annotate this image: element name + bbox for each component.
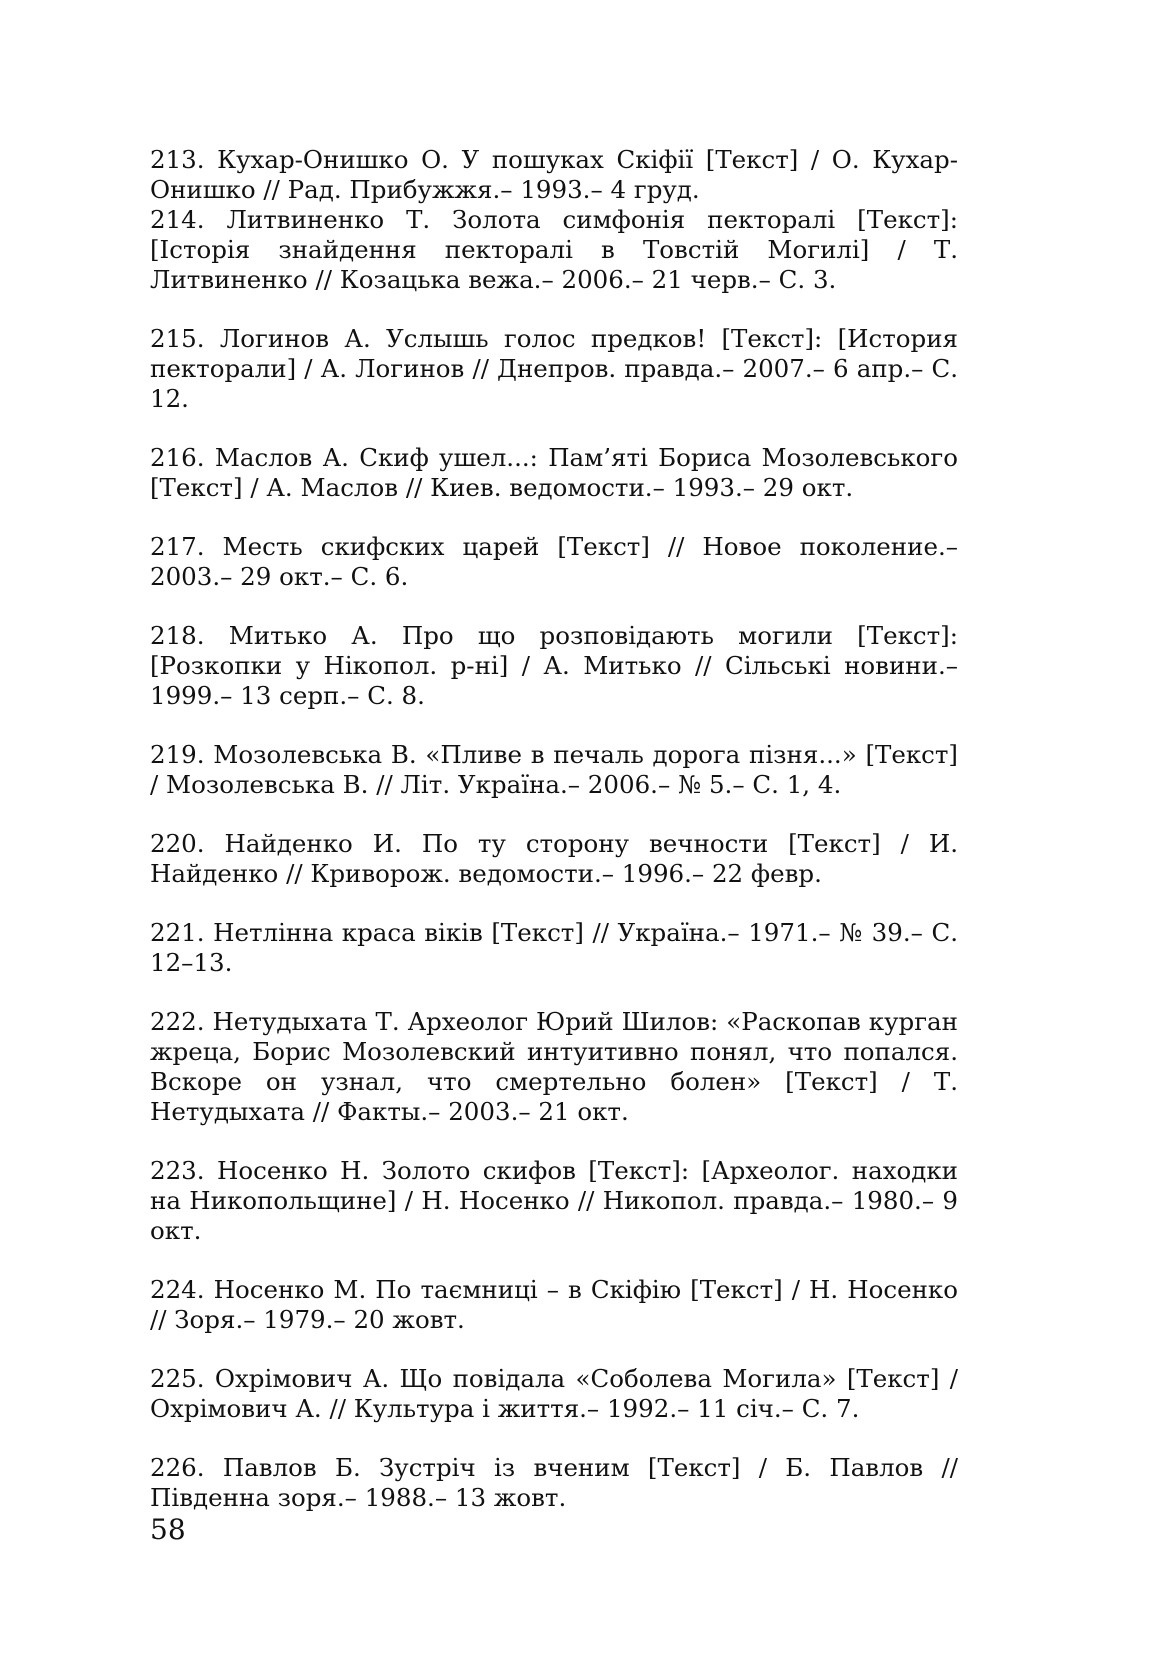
- bibliography-entry-226: 226. Павлов Б. Зустріч із вченим [Текст] / Б. Павлов // Південна зоря.– 1988.– 13 жовт.: [150, 1453, 958, 1512]
- bibliography-entry-220: 220. Найденко И. По ту сторону вечности [Текст] / И. Найденко // Криворож. ведомости.– 1996.– 22 февр.: [150, 829, 958, 888]
- bibliography-entry-217: 217. Месть скифских царей [Текст] // Новое поколение.– 2003.– 29 окт.– С. 6.: [150, 532, 958, 591]
- bibliography-entry-216: 216. Маслов А. Скиф ушел...: Пам’яті Бориса Мозолевського [Текст] / А. Маслов // Киев. ведомости.– 1993.– 29 окт.: [150, 443, 958, 502]
- bibliography-entry-218: 218. Митько А. Про що розповідають могили [Текст]: [Розкопки у Нікопол. р-ні] / А. Митько // Сільські новини.– 1999.– 13 серп.– С. 8.: [150, 621, 958, 710]
- page-number: 58: [150, 1513, 186, 1546]
- bibliography-entry-215: 215. Логинов А. Услышь голос предков! [Текст]: [История пекторали] / А. Логинов // Днепров. правда.– 2007.– 6 апр.– С. 12.: [150, 324, 958, 413]
- bibliography-entry-221: 221. Нетлінна краса віків [Текст] // Україна.– 1971.– № 39.– С. 12–13.: [150, 918, 958, 977]
- bibliography-entry-223: 223. Носенко Н. Золото скифов [Текст]: [Археолог. находки на Никопольщине] / Н. Носенко // Никопол. правда.– 1980.– 9 окт.: [150, 1156, 958, 1245]
- bibliography-entry-225: 225. Охрімович А. Що повідала «Соболева Могила» [Текст] / Охрімович А. // Культура і життя.– 1992.– 11 січ.– С. 7.: [150, 1364, 958, 1423]
- bibliography-entry-224: 224. Носенко М. По таємниці – в Скіфію [Текст] / Н. Носенко // Зоря.– 1979.– 20 жовт.: [150, 1275, 958, 1334]
- bibliography-entry-219: 219. Мозолевська В. «Пливе в печаль дорога пізня...» [Текст] / Мозолевська В. // Літ. Україна.– 2006.– № 5.– С. 1, 4.: [150, 740, 958, 799]
- bibliography-entry-222: 222. Нетудыхата Т. Археолог Юрий Шилов: «Раскопав курган жреца, Борис Мозолевский интуитивно понял, что попался. Вскоре он узнал, что смертельно болен» [Текст] / Т. Нетудыхата // Факты.– 2003.– 21 окт.: [150, 1007, 958, 1126]
- bibliography-entry-214: 214. Литвиненко Т. Золота симфонія пекторалі [Текст]: [Історія знайдення пекторалі в Товстій Могилі] / Т. Литвиненко // Козацька вежа.– 2006.– 21 черв.– С. 3.: [150, 205, 958, 294]
- bibliography-entry-213: 213. Кухар-Онишко О. У пошуках Скіфії [Текст] / О. Кухар-Онишко // Рад. Прибужжя.– 1993.– 4 груд.: [150, 145, 958, 204]
- bibliography-list: [150, 145, 958, 1542]
